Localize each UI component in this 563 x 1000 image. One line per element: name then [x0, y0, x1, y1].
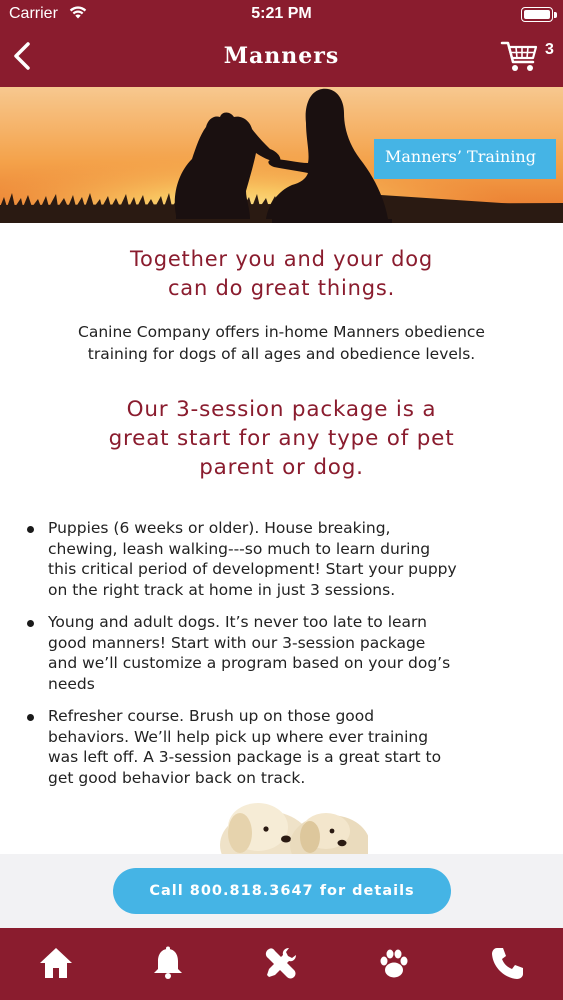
tab-notifications[interactable]	[112, 928, 224, 1000]
list-item-line: needs	[48, 674, 95, 693]
tab-call[interactable]	[451, 928, 563, 1000]
cart-count-badge: 3	[545, 41, 554, 58]
list-item	[26, 706, 536, 788]
status-time: 5:21 PM	[251, 5, 312, 22]
list-item-line: Young and adult dogs. It’s never too late to learn	[48, 613, 427, 631]
tab-pets[interactable]	[338, 928, 450, 1000]
headline-line: Together you and your dog	[130, 247, 433, 271]
call-panel	[0, 854, 563, 928]
battery-icon	[521, 7, 553, 22]
headline	[0, 245, 563, 303]
carrier-label: Carrier	[9, 5, 58, 22]
list-item-line: Refresher course. Brush up on those good	[48, 707, 375, 725]
bell-icon	[150, 945, 186, 981]
tab-home[interactable]	[0, 928, 112, 1000]
list-item-line: chewing, leash walking---so much to learn during	[48, 539, 431, 558]
list-item-line: get good behavior back on track.	[48, 768, 306, 787]
intro-line: Canine Company offers in-home Manners obedience	[78, 323, 485, 341]
list-item-line: good manners! Start with our 3-session package	[48, 633, 426, 652]
package-line: parent or dog.	[199, 455, 364, 480]
package-line: great start for any type of pet	[108, 426, 455, 451]
list-item-line: and we’ll customize a program based on your dog’s	[48, 654, 451, 672]
battery-nub	[554, 12, 557, 18]
intro-line: training for dogs of all ages and obedience levels.	[87, 345, 476, 363]
tab-services[interactable]	[225, 928, 337, 1000]
main-content	[0, 223, 563, 854]
list-item	[26, 518, 536, 600]
phone-icon	[489, 945, 525, 981]
intro-paragraph	[20, 321, 543, 365]
manners-training-tag: Manners’ Training	[374, 139, 556, 179]
status-bar	[0, 0, 563, 30]
program-list	[26, 518, 536, 800]
cart-button[interactable]	[500, 38, 540, 74]
nav-bar	[0, 30, 563, 87]
list-item-line: Puppies (6 weeks or older). House breaking,	[48, 519, 391, 537]
package-heading	[40, 395, 523, 482]
tools-icon	[263, 945, 299, 981]
list-item-line: on the right track at home in just 3 sessions.	[48, 580, 396, 599]
package-line: Our 3-session package is a	[126, 397, 437, 422]
list-item	[26, 612, 536, 694]
paw-icon	[376, 945, 412, 981]
headline-line: can do great things.	[167, 276, 396, 300]
call-button[interactable]: Call 800.818.3647 for details	[113, 868, 451, 914]
list-item-line: was left off. A 3-session package is a great start to	[48, 748, 442, 766]
home-icon	[38, 945, 74, 981]
list-item-line: this critical period of development! Start your puppy	[48, 560, 457, 578]
list-item-line: behaviors. We’ll help pick up where ever training	[48, 727, 429, 746]
hero-image	[0, 87, 563, 223]
page-title: Manners	[223, 43, 340, 69]
cart-icon	[500, 38, 540, 74]
tab-bar	[0, 928, 563, 1000]
puppies-image	[218, 793, 368, 854]
